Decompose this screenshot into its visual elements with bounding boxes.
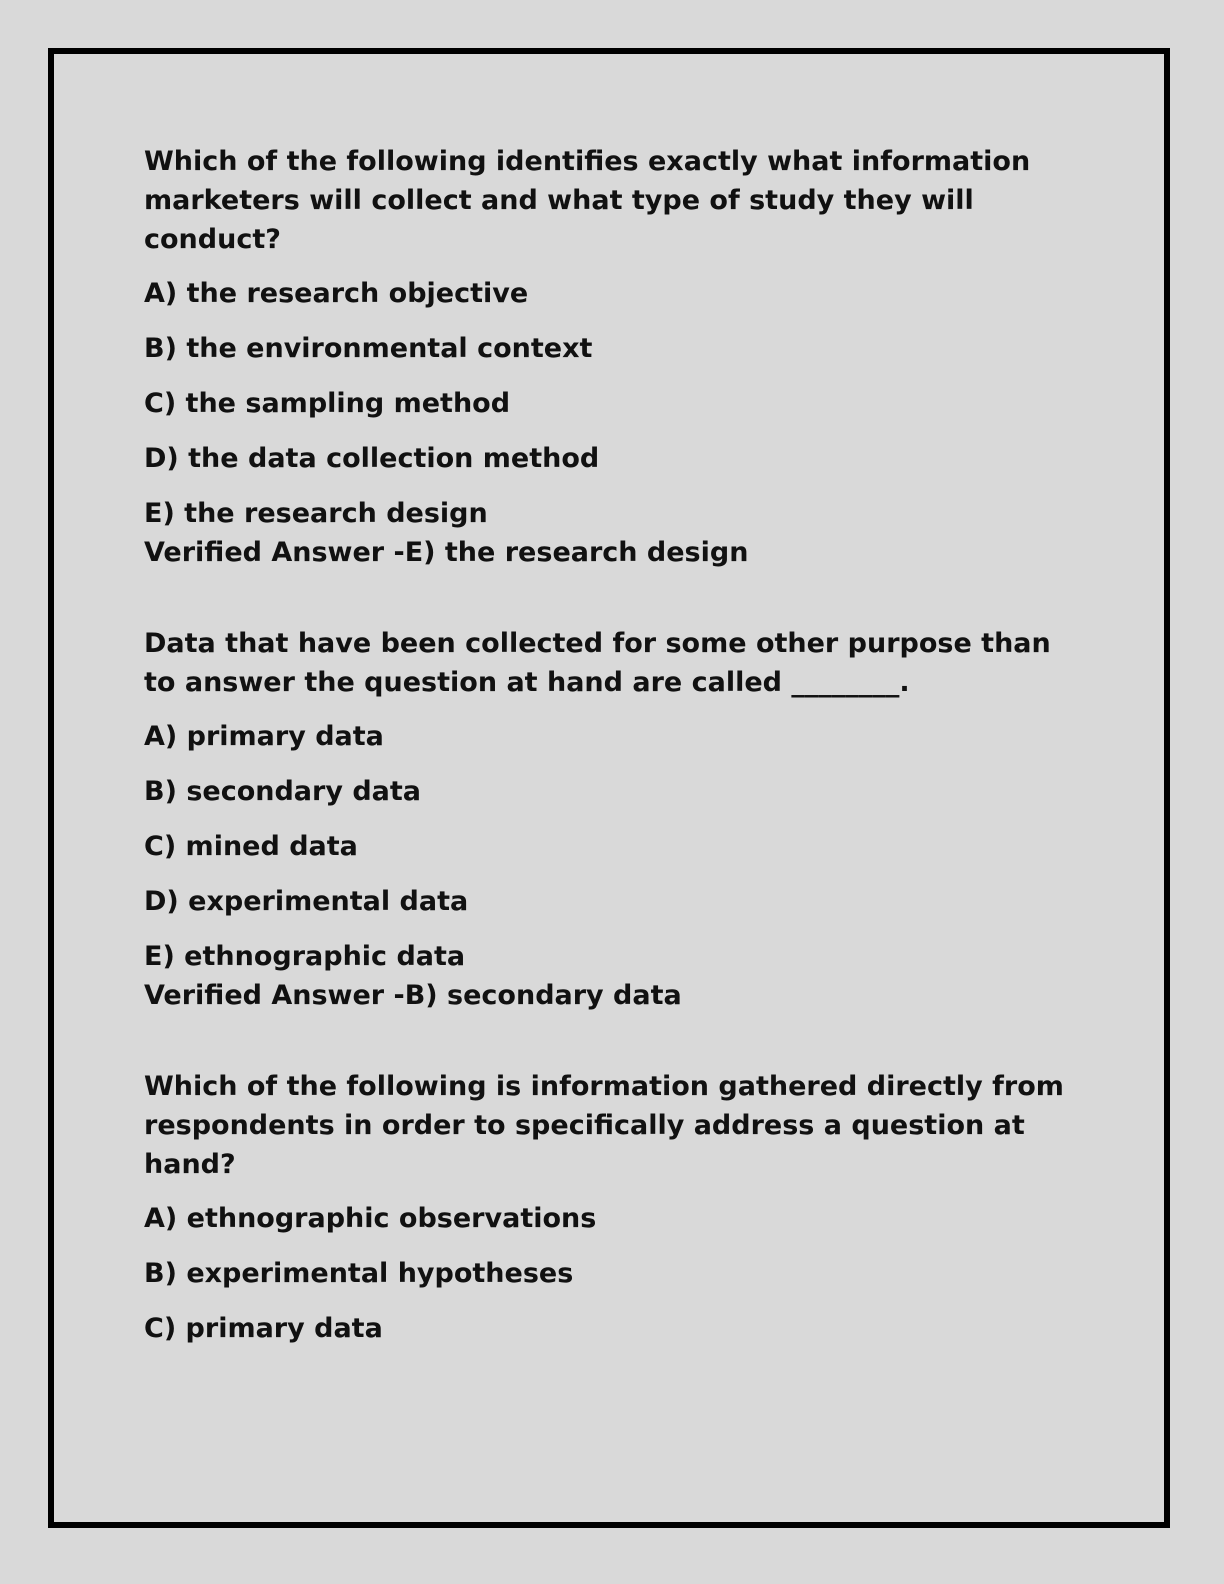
option-a: A) the research objective: [144, 278, 529, 309]
option-c: C) mined data: [144, 831, 358, 862]
question-text: Data that have been collected for some other purpose than to answer the question at hand are called ________.: [144, 628, 1051, 698]
option-c: C) the sampling method: [144, 388, 511, 419]
question-block-3: [144, 1067, 1084, 1348]
option-b: B) secondary data: [144, 776, 422, 807]
option-b: B) experimental hypotheses: [144, 1258, 574, 1289]
verified-answer: Verified Answer -E) the research design: [144, 537, 749, 568]
option-d: D) the data collection method: [144, 443, 600, 474]
option-e: E) ethnographic data: [144, 941, 466, 972]
option-c: C) primary data: [144, 1313, 383, 1344]
verified-answer: Verified Answer -B) secondary data: [144, 980, 682, 1011]
quiz-content: [144, 142, 1084, 1348]
question-block-1: [144, 142, 1084, 572]
option-e: E) the research design: [144, 498, 488, 529]
option-a: A) ethnographic observations: [144, 1203, 597, 1234]
option-b: B) the environmental context: [144, 333, 593, 364]
question-text: Which of the following identifies exactly what information marketers will collect and what type of study they will conduct?: [144, 146, 1031, 255]
question-block-2: [144, 624, 1084, 1015]
question-text: Which of the following is information gathered directly from respondents in order to specifically address a question at hand?: [144, 1071, 1064, 1180]
option-d: D) experimental data: [144, 886, 469, 917]
option-a: A) primary data: [144, 721, 384, 752]
